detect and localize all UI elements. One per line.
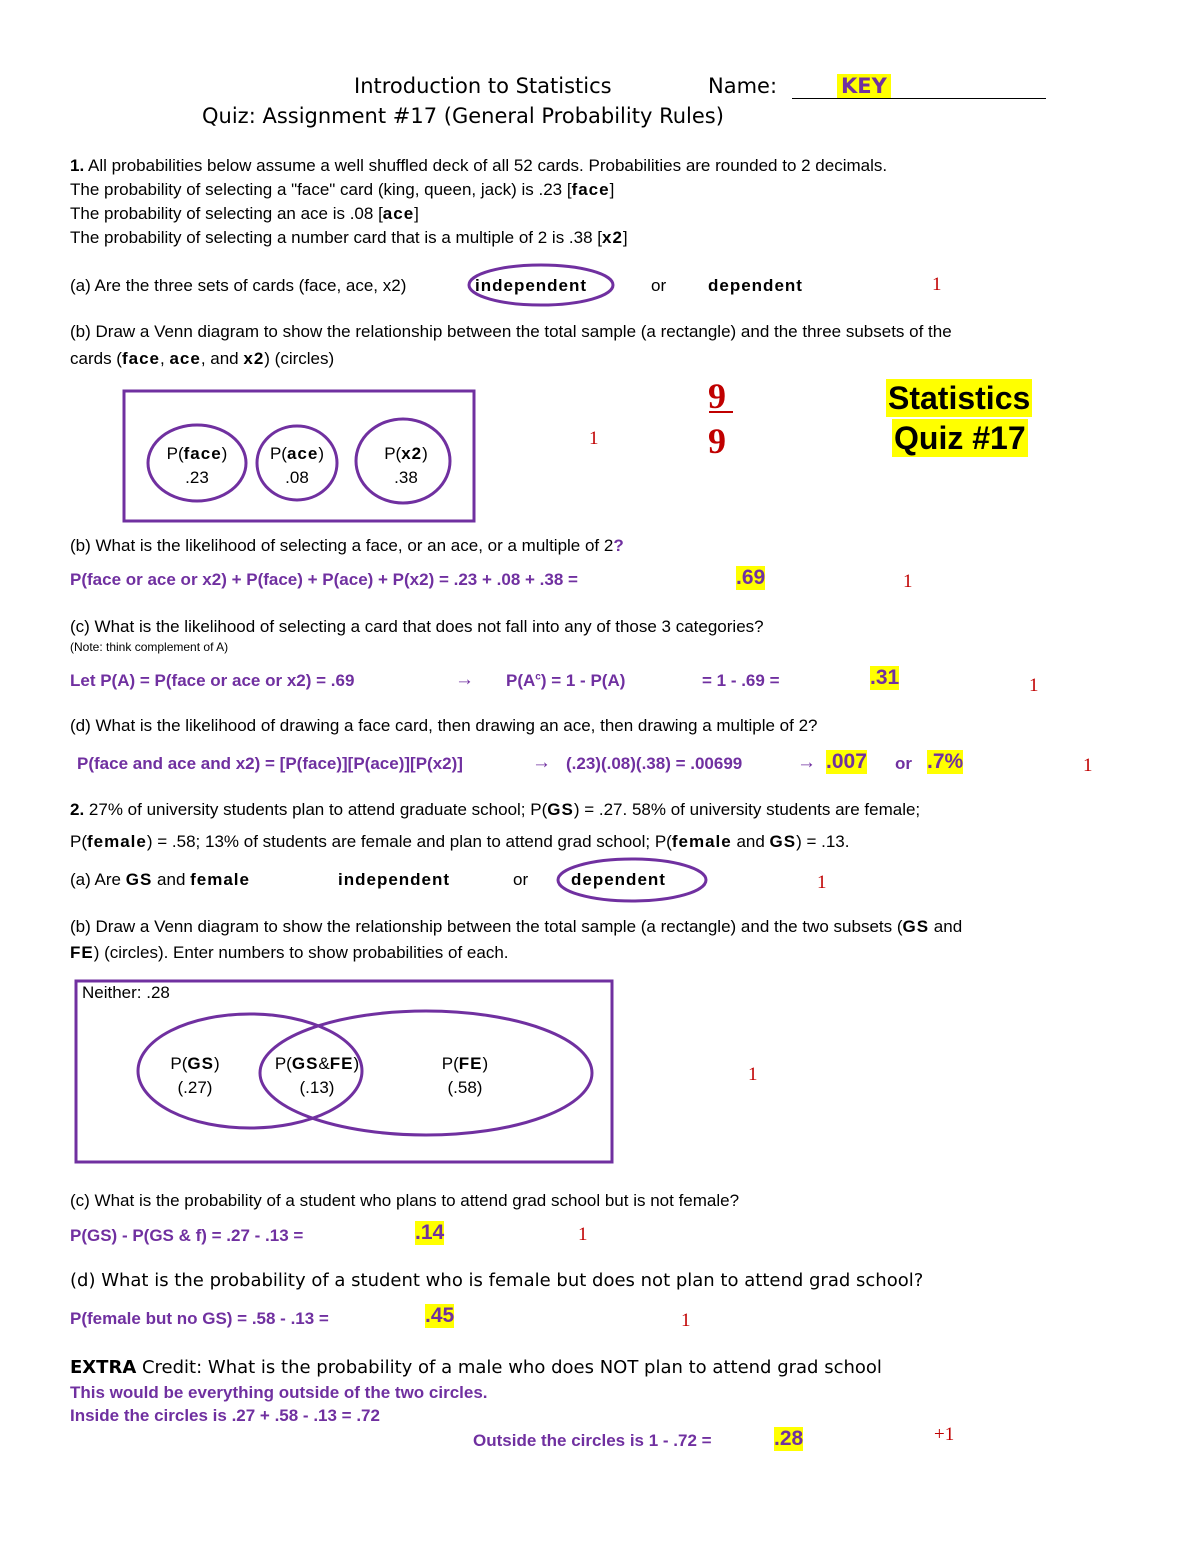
q1d-points: 1 — [1083, 755, 1093, 776]
q2c-question: (c) What is the probability of a student who plans to attend grad school but is not female? — [70, 1191, 740, 1210]
course-title: Introduction to Statistics — [354, 74, 612, 98]
score-earned: 9 — [708, 376, 726, 416]
q1c-answer-part3: = 1 - .69 = — [702, 671, 780, 690]
q1d-result-decimal: .007 — [826, 750, 867, 773]
q1d-or: or — [895, 754, 912, 773]
q2b-question-line1: (b) Draw a Venn diagram to show the relationship between the total sample (a rectangle) and the two subsets (GS and — [70, 917, 963, 936]
extra-answer-line1: This would be everything outside of the two circles. — [70, 1383, 488, 1402]
q1c-answer-part1: Let P(A) = P(face or ace or x2) = .69 — [70, 671, 355, 690]
name-label: Name: — [708, 74, 778, 98]
q1d-question: (d) What is the likelihood of drawing a face card, then drawing an ace, then drawing a multiple of 2? — [70, 716, 818, 735]
q1a-or: or — [651, 276, 667, 295]
q2d-question: (d) What is the probability of a student who is female but does not plan to attend grad school? — [70, 1270, 924, 1291]
q1-x2-line: The probability of selecting a number card that is a multiple of 2 is .38 [x2] — [70, 228, 628, 247]
extra-answer-line3: Outside the circles is 1 - .72 = — [473, 1431, 712, 1450]
venn1-face-label: P(face) .23 — [166, 444, 228, 487]
score-total: 9 — [708, 421, 726, 461]
venn2-intersection-label: P(GS&FE) (.13) — [274, 1054, 360, 1097]
venn2-gs-label: P(GS) (.27) — [170, 1054, 220, 1097]
venn2-neither-label: Neither: .28 — [82, 983, 170, 1002]
q2a-option-dependent: dependent — [571, 870, 666, 889]
venn2-fe-label: P(FE) (.58) — [441, 1054, 489, 1097]
q1b2-result: .69 — [736, 566, 766, 589]
extra-answer-line2: Inside the circles is .27 + .58 - .13 = .72 — [70, 1406, 380, 1425]
q1a-question: (a) Are the three sets of cards (face, ace, x2) — [70, 276, 407, 295]
q1-number: 1. — [70, 156, 85, 175]
quiz-badge-line2: Quiz #17 — [894, 420, 1026, 456]
q2a-question: (a) Are GS and female — [70, 870, 250, 889]
q1-intro: 1. All probabilities below assume a well shuffled deck of all 52 cards. Probabilities are rounded to 2 decimals. — [70, 156, 888, 175]
q1d-answer-part1: P(face and ace and x2) = [P(face)][P(ace)][P(x2)] — [77, 754, 463, 773]
venn1-x2-label: P(x2) .38 — [384, 444, 428, 487]
q2a-points: 1 — [817, 872, 827, 893]
q1a-option-independent: independent — [475, 276, 588, 295]
q2c-answer: P(GS) - P(GS & f) = .27 - .13 = — [70, 1226, 304, 1245]
q1-face-line: The probability of selecting a "face" card (king, queen, jack) is .23 [face] — [70, 180, 615, 199]
q1b2-question: (b) What is the likelihood of selecting a face, or an ace, or a multiple of 2? — [70, 536, 624, 555]
q1c-arrow-icon: → — [455, 669, 474, 690]
q1d-arrow2-icon: → — [797, 752, 816, 773]
q1b-question-line1: (b) Draw a Venn diagram to show the relationship between the total sample (a rectangle) and the three subsets of the — [70, 322, 952, 341]
q2d-points: 1 — [681, 1310, 691, 1331]
name-value: KEY — [837, 74, 891, 98]
q1d-arrow-icon: → — [532, 752, 551, 773]
venn1-points: 1 — [589, 428, 599, 449]
q2d-result: .45 — [425, 1304, 455, 1327]
q1b-question-line2: cards (face, ace, and x2) (circles) — [70, 349, 335, 368]
quiz-badge-line1: Statistics — [888, 380, 1031, 416]
quiz-title: Quiz: Assignment #17 (General Probability Rules) — [202, 104, 724, 128]
q1d-result-percent: .7% — [927, 750, 964, 773]
q1b2-points: 1 — [903, 571, 913, 592]
extra-points: +1 — [934, 1424, 955, 1445]
q2a-option-independent: independent — [338, 870, 451, 889]
venn1-ace-label: P(ace) .08 — [269, 444, 325, 487]
extra-label: EXTRA — [70, 1357, 137, 1378]
q1c-answer-part2: $P(A^c) = 1 - P(A)$ — [506, 671, 626, 690]
q2c-result: .14 — [415, 1221, 445, 1244]
q1b2-answer: P(face or ace or x2) + P(face) + P(ace) + P(x2) = .23 + .08 + .38 = — [70, 570, 578, 589]
q2-number: 2. — [70, 800, 85, 819]
q1c-points: 1 — [1029, 675, 1039, 696]
q2a-or: or — [513, 870, 529, 889]
q1a-points: 1 — [932, 274, 942, 295]
q1a-option-dependent: dependent — [708, 276, 803, 295]
q2-intro-line2: P(female) = .58; 13% of students are female and plan to attend grad school; P(female and GS) = .13. — [70, 832, 850, 851]
q1d-answer-part2: (.23)(.08)(.38) = .00699 — [566, 754, 743, 773]
extra-result: .28 — [774, 1427, 804, 1450]
q2b-question-line2: FE) (circles). Enter numbers to show probabilities of each. — [70, 943, 509, 962]
q1a-answer-circle — [469, 265, 613, 305]
q2c-points: 1 — [578, 1224, 588, 1245]
q2d-answer: P(female but no GS) = .58 - .13 = — [70, 1309, 329, 1328]
extra-question: EXTRA Credit: What is the probability of a male who does NOT plan to attend grad school — [70, 1357, 882, 1378]
q1c-result: .31 — [870, 666, 900, 689]
q1-ace-line: The probability of selecting an ace is .08 [ace] — [70, 204, 419, 223]
q2-intro-line1: 2. 27% of university students plan to attend graduate school; P(GS) = .27. 58% of university students are female; — [70, 800, 921, 819]
q1c-note: (Note: think complement of A) — [70, 640, 229, 654]
venn2-points: 1 — [748, 1064, 758, 1085]
q1c-question: (c) What is the likelihood of selecting a card that does not fall into any of those 3 categories? — [70, 617, 764, 636]
